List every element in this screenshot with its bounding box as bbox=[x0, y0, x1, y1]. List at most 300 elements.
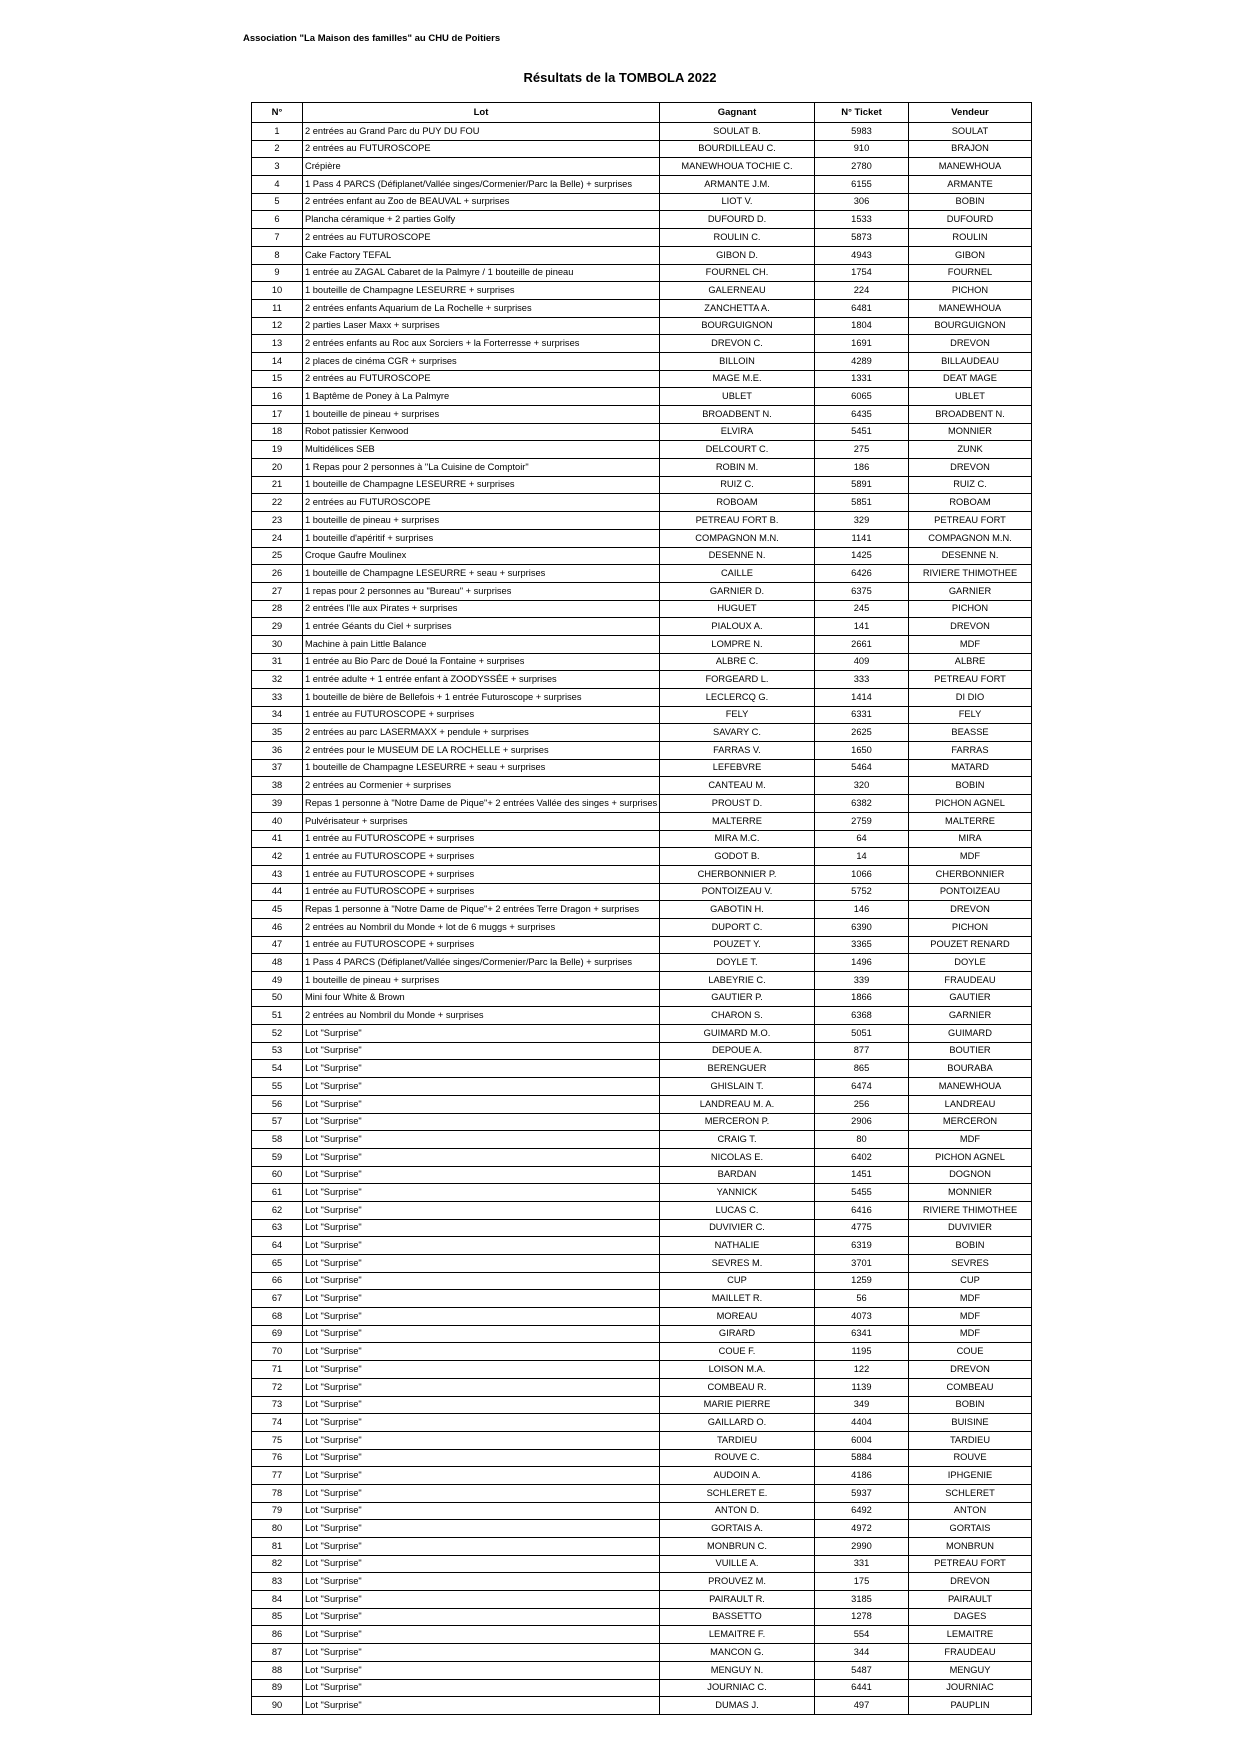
cell-vendeur: RIVIERE THIMOTHEE bbox=[909, 565, 1032, 583]
cell-gagnant: FELY bbox=[660, 706, 815, 724]
cell-lot: 1 bouteille de Champagne LESEURRE + seau + surprises bbox=[303, 565, 660, 583]
cell-lot: Lot "Surprise" bbox=[303, 1449, 660, 1467]
cell-ticket: 1141 bbox=[815, 529, 909, 547]
cell-lot: Plancha céramique + 2 parties Golfy bbox=[303, 211, 660, 229]
cell-gagnant: ARMANTE J.M. bbox=[660, 176, 815, 194]
cell-vendeur: DREVON bbox=[909, 901, 1032, 919]
cell-gagnant: LEFEBVRE bbox=[660, 759, 815, 777]
cell-gagnant: NICOLAS E. bbox=[660, 1148, 815, 1166]
table-row bbox=[252, 529, 1032, 547]
cell-number: 53 bbox=[252, 1042, 303, 1060]
table-row bbox=[252, 1237, 1032, 1255]
cell-number: 65 bbox=[252, 1255, 303, 1273]
cell-gagnant: PROUST D. bbox=[660, 795, 815, 813]
cell-lot: Lot "Surprise" bbox=[303, 1661, 660, 1679]
cell-gagnant: MAGE M.E. bbox=[660, 370, 815, 388]
cell-gagnant: MANEWHOUA TOCHIE C. bbox=[660, 158, 815, 176]
cell-ticket: 6390 bbox=[815, 918, 909, 936]
cell-ticket: 1804 bbox=[815, 317, 909, 335]
cell-lot: Mini four White & Brown bbox=[303, 989, 660, 1007]
table-row bbox=[252, 724, 1032, 742]
cell-lot: Lot "Surprise" bbox=[303, 1325, 660, 1343]
cell-lot: Lot "Surprise" bbox=[303, 1697, 660, 1715]
cell-number: 33 bbox=[252, 689, 303, 707]
cell-vendeur: DREVON bbox=[909, 459, 1032, 477]
cell-vendeur: PICHON bbox=[909, 918, 1032, 936]
cell-gagnant: CUP bbox=[660, 1272, 815, 1290]
cell-number: 37 bbox=[252, 759, 303, 777]
cell-ticket: 1650 bbox=[815, 742, 909, 760]
cell-vendeur: POUZET RENARD bbox=[909, 936, 1032, 954]
cell-vendeur: BOURABA bbox=[909, 1060, 1032, 1078]
cell-gagnant: MERCERON P. bbox=[660, 1113, 815, 1131]
cell-ticket: 4289 bbox=[815, 352, 909, 370]
cell-lot: Lot "Surprise" bbox=[303, 1626, 660, 1644]
cell-ticket: 331 bbox=[815, 1555, 909, 1573]
cell-ticket: 6004 bbox=[815, 1431, 909, 1449]
cell-lot: Lot "Surprise" bbox=[303, 1219, 660, 1237]
table-row bbox=[252, 441, 1032, 459]
cell-number: 56 bbox=[252, 1095, 303, 1113]
cell-ticket: 1866 bbox=[815, 989, 909, 1007]
cell-gagnant: GHISLAIN T. bbox=[660, 1078, 815, 1096]
cell-lot: 2 entrées au FUTUROSCOPE bbox=[303, 140, 660, 158]
cell-number: 71 bbox=[252, 1361, 303, 1379]
cell-number: 82 bbox=[252, 1555, 303, 1573]
cell-ticket: 409 bbox=[815, 653, 909, 671]
cell-ticket: 1066 bbox=[815, 865, 909, 883]
cell-lot: 2 entrées enfant au Zoo de BEAUVAL + surprises bbox=[303, 193, 660, 211]
table-row bbox=[252, 352, 1032, 370]
table-row bbox=[252, 211, 1032, 229]
cell-ticket: 2625 bbox=[815, 724, 909, 742]
cell-gagnant: BILLOIN bbox=[660, 352, 815, 370]
cell-vendeur: ZUNK bbox=[909, 441, 1032, 459]
cell-gagnant: SCHLERET E. bbox=[660, 1484, 815, 1502]
cell-number: 3 bbox=[252, 158, 303, 176]
cell-ticket: 6481 bbox=[815, 299, 909, 317]
cell-number: 24 bbox=[252, 529, 303, 547]
cell-gagnant: MIRA M.C. bbox=[660, 830, 815, 848]
cell-vendeur: FRAUDEAU bbox=[909, 1644, 1032, 1662]
cell-vendeur: BOUTIER bbox=[909, 1042, 1032, 1060]
cell-number: 63 bbox=[252, 1219, 303, 1237]
cell-ticket: 6368 bbox=[815, 1007, 909, 1025]
cell-number: 73 bbox=[252, 1396, 303, 1414]
cell-ticket: 1425 bbox=[815, 547, 909, 565]
table-row bbox=[252, 158, 1032, 176]
cell-lot: 2 entrées au FUTUROSCOPE bbox=[303, 494, 660, 512]
table-row bbox=[252, 246, 1032, 264]
cell-gagnant: COMBEAU R. bbox=[660, 1378, 815, 1396]
cell-gagnant: TARDIEU bbox=[660, 1431, 815, 1449]
cell-vendeur: RIVIERE THIMOTHEE bbox=[909, 1201, 1032, 1219]
cell-ticket: 6382 bbox=[815, 795, 909, 813]
cell-vendeur: MONNIER bbox=[909, 1184, 1032, 1202]
cell-lot: Lot "Surprise" bbox=[303, 1308, 660, 1326]
cell-vendeur: BILLAUDEAU bbox=[909, 352, 1032, 370]
cell-ticket: 6331 bbox=[815, 706, 909, 724]
table-row bbox=[252, 282, 1032, 300]
table-row bbox=[252, 954, 1032, 972]
cell-number: 76 bbox=[252, 1449, 303, 1467]
cell-vendeur: DREVON bbox=[909, 618, 1032, 636]
cell-gagnant: BOURGUIGNON bbox=[660, 317, 815, 335]
cell-gagnant: CHARON S. bbox=[660, 1007, 815, 1025]
cell-gagnant: LUCAS C. bbox=[660, 1201, 815, 1219]
table-row bbox=[252, 1255, 1032, 1273]
cell-vendeur: RUIZ C. bbox=[909, 476, 1032, 494]
cell-vendeur: MALTERRE bbox=[909, 812, 1032, 830]
cell-vendeur: BUISINE bbox=[909, 1414, 1032, 1432]
table-row bbox=[252, 653, 1032, 671]
cell-vendeur: SEVRES bbox=[909, 1255, 1032, 1273]
cell-vendeur: FRAUDEAU bbox=[909, 972, 1032, 990]
cell-ticket: 2990 bbox=[815, 1538, 909, 1556]
cell-lot: 1 entrée au FUTUROSCOPE + surprises bbox=[303, 706, 660, 724]
cell-number: 18 bbox=[252, 423, 303, 441]
cell-gagnant: SOULAT B. bbox=[660, 123, 815, 141]
cell-vendeur: PAIRAULT bbox=[909, 1591, 1032, 1609]
cell-number: 68 bbox=[252, 1308, 303, 1326]
cell-lot: 2 entrées enfants au Roc aux Sorciers + la Forterresse + surprises bbox=[303, 335, 660, 353]
results-table bbox=[251, 102, 1032, 1715]
cell-vendeur: MDF bbox=[909, 1290, 1032, 1308]
cell-lot: Cake Factory TEFAL bbox=[303, 246, 660, 264]
cell-gagnant: PONTOIZEAU V. bbox=[660, 883, 815, 901]
cell-lot: Lot "Surprise" bbox=[303, 1396, 660, 1414]
cell-lot: 1 entrée au Bio Parc de Doué la Fontaine + surprises bbox=[303, 653, 660, 671]
table-row bbox=[252, 777, 1032, 795]
cell-lot: Lot "Surprise" bbox=[303, 1290, 660, 1308]
table-row bbox=[252, 759, 1032, 777]
table-row bbox=[252, 600, 1032, 618]
table-row bbox=[252, 582, 1032, 600]
cell-vendeur: ROUVE bbox=[909, 1449, 1032, 1467]
cell-lot: Croque Gaufre Moulinex bbox=[303, 547, 660, 565]
table-row bbox=[252, 1467, 1032, 1485]
table-row bbox=[252, 1644, 1032, 1662]
cell-vendeur: GARNIER bbox=[909, 1007, 1032, 1025]
cell-gagnant: DUMAS J. bbox=[660, 1697, 815, 1715]
cell-ticket: 339 bbox=[815, 972, 909, 990]
cell-ticket: 14 bbox=[815, 848, 909, 866]
table-row bbox=[252, 1396, 1032, 1414]
cell-lot: Lot "Surprise" bbox=[303, 1361, 660, 1379]
cell-lot: 1 entrée adulte + 1 entrée enfant à ZOODYSSÉE + surprises bbox=[303, 671, 660, 689]
cell-lot: 2 entrées pour le MUSEUM DE LA ROCHELLE + surprises bbox=[303, 742, 660, 760]
cell-number: 78 bbox=[252, 1484, 303, 1502]
cell-ticket: 865 bbox=[815, 1060, 909, 1078]
cell-vendeur: PONTOIZEAU bbox=[909, 883, 1032, 901]
cell-ticket: 80 bbox=[815, 1131, 909, 1149]
cell-ticket: 64 bbox=[815, 830, 909, 848]
table-row bbox=[252, 1573, 1032, 1591]
cell-number: 17 bbox=[252, 406, 303, 424]
cell-lot: 2 entrées l'Ile aux Pirates + surprises bbox=[303, 600, 660, 618]
cell-gagnant: MAILLET R. bbox=[660, 1290, 815, 1308]
cell-gagnant: MENGUY N. bbox=[660, 1661, 815, 1679]
cell-gagnant: LEMAITRE F. bbox=[660, 1626, 815, 1644]
cell-vendeur: LEMAITRE bbox=[909, 1626, 1032, 1644]
table-row bbox=[252, 1184, 1032, 1202]
cell-gagnant: GARNIER D. bbox=[660, 582, 815, 600]
table-row bbox=[252, 1555, 1032, 1573]
cell-gagnant: DUPORT C. bbox=[660, 918, 815, 936]
table-row bbox=[252, 1042, 1032, 1060]
cell-ticket: 6474 bbox=[815, 1078, 909, 1096]
cell-vendeur: PICHON AGNEL bbox=[909, 795, 1032, 813]
cell-gagnant: ROULIN C. bbox=[660, 229, 815, 247]
column-header-gagnant: Gagnant bbox=[660, 103, 815, 123]
cell-number: 22 bbox=[252, 494, 303, 512]
cell-lot: Lot "Surprise" bbox=[303, 1025, 660, 1043]
table-row bbox=[252, 264, 1032, 282]
cell-gagnant: ROBIN M. bbox=[660, 459, 815, 477]
cell-lot: Lot "Surprise" bbox=[303, 1042, 660, 1060]
cell-ticket: 1139 bbox=[815, 1378, 909, 1396]
cell-vendeur: BOBIN bbox=[909, 193, 1032, 211]
table-row bbox=[252, 1148, 1032, 1166]
cell-gagnant: MALTERRE bbox=[660, 812, 815, 830]
cell-gagnant: BARDAN bbox=[660, 1166, 815, 1184]
table-row bbox=[252, 1325, 1032, 1343]
cell-lot: Multidélices SEB bbox=[303, 441, 660, 459]
cell-lot: 2 entrées au Cormenier + surprises bbox=[303, 777, 660, 795]
cell-vendeur: GUIMARD bbox=[909, 1025, 1032, 1043]
cell-gagnant: JOURNIAC C. bbox=[660, 1679, 815, 1697]
cell-vendeur: DREVON bbox=[909, 1573, 1032, 1591]
cell-vendeur: BOBIN bbox=[909, 1237, 1032, 1255]
cell-lot: 1 bouteille de Champagne LESEURRE + seau + surprises bbox=[303, 759, 660, 777]
cell-vendeur: IPHGENIE bbox=[909, 1467, 1032, 1485]
cell-lot: 2 entrées au Nombril du Monde + surprises bbox=[303, 1007, 660, 1025]
table-row bbox=[252, 140, 1032, 158]
cell-ticket: 1259 bbox=[815, 1272, 909, 1290]
cell-gagnant: DUVIVIER C. bbox=[660, 1219, 815, 1237]
cell-ticket: 141 bbox=[815, 618, 909, 636]
cell-gagnant: GAILLARD O. bbox=[660, 1414, 815, 1432]
cell-vendeur: ANTON bbox=[909, 1502, 1032, 1520]
cell-gagnant: AUDOIN A. bbox=[660, 1467, 815, 1485]
cell-number: 62 bbox=[252, 1201, 303, 1219]
cell-lot: Lot "Surprise" bbox=[303, 1184, 660, 1202]
cell-ticket: 1195 bbox=[815, 1343, 909, 1361]
cell-lot: 2 entrées au parc LASERMAXX + pendule + surprises bbox=[303, 724, 660, 742]
cell-ticket: 186 bbox=[815, 459, 909, 477]
table-row bbox=[252, 635, 1032, 653]
cell-vendeur: DEAT MAGE bbox=[909, 370, 1032, 388]
cell-gagnant: MONBRUN C. bbox=[660, 1538, 815, 1556]
cell-vendeur: ROULIN bbox=[909, 229, 1032, 247]
cell-lot: Lot "Surprise" bbox=[303, 1608, 660, 1626]
cell-gagnant: MANCON G. bbox=[660, 1644, 815, 1662]
cell-number: 29 bbox=[252, 618, 303, 636]
cell-gagnant: PETREAU FORT B. bbox=[660, 512, 815, 530]
table-row bbox=[252, 1502, 1032, 1520]
cell-ticket: 306 bbox=[815, 193, 909, 211]
table-row bbox=[252, 406, 1032, 424]
cell-number: 87 bbox=[252, 1644, 303, 1662]
cell-number: 30 bbox=[252, 635, 303, 653]
cell-number: 9 bbox=[252, 264, 303, 282]
table-row bbox=[252, 1166, 1032, 1184]
cell-vendeur: ROBOAM bbox=[909, 494, 1032, 512]
cell-lot: 2 entrées enfants Aquarium de La Rochelle + surprises bbox=[303, 299, 660, 317]
header-row bbox=[252, 103, 1032, 123]
cell-ticket: 2780 bbox=[815, 158, 909, 176]
cell-gagnant: ALBRE C. bbox=[660, 653, 815, 671]
cell-ticket: 5884 bbox=[815, 1449, 909, 1467]
cell-lot: 2 entrées au FUTUROSCOPE bbox=[303, 229, 660, 247]
cell-gagnant: CAILLE bbox=[660, 565, 815, 583]
cell-ticket: 1691 bbox=[815, 335, 909, 353]
cell-number: 39 bbox=[252, 795, 303, 813]
page-title: Résultats de la TOMBOLA 2022 bbox=[523, 70, 717, 85]
cell-lot: Lot "Surprise" bbox=[303, 1467, 660, 1485]
cell-ticket: 5451 bbox=[815, 423, 909, 441]
cell-lot: 1 bouteille de bière de Bellefois + 1 entrée Futuroscope + surprises bbox=[303, 689, 660, 707]
cell-ticket: 6441 bbox=[815, 1679, 909, 1697]
cell-vendeur: FARRAS bbox=[909, 742, 1032, 760]
cell-number: 42 bbox=[252, 848, 303, 866]
cell-number: 55 bbox=[252, 1078, 303, 1096]
cell-number: 83 bbox=[252, 1573, 303, 1591]
cell-vendeur: PICHON bbox=[909, 600, 1032, 618]
cell-ticket: 5851 bbox=[815, 494, 909, 512]
cell-gagnant: MOREAU bbox=[660, 1308, 815, 1326]
cell-number: 34 bbox=[252, 706, 303, 724]
cell-number: 75 bbox=[252, 1431, 303, 1449]
cell-ticket: 6426 bbox=[815, 565, 909, 583]
cell-lot: Crépière bbox=[303, 158, 660, 176]
table-row bbox=[252, 1361, 1032, 1379]
table-row bbox=[252, 1608, 1032, 1626]
cell-number: 32 bbox=[252, 671, 303, 689]
cell-ticket: 4775 bbox=[815, 1219, 909, 1237]
table-row bbox=[252, 989, 1032, 1007]
cell-lot: 1 bouteille de pineau + surprises bbox=[303, 972, 660, 990]
cell-ticket: 1331 bbox=[815, 370, 909, 388]
cell-vendeur: MIRA bbox=[909, 830, 1032, 848]
cell-vendeur: BRAJON bbox=[909, 140, 1032, 158]
table-row bbox=[252, 972, 1032, 990]
cell-ticket: 6416 bbox=[815, 1201, 909, 1219]
cell-lot: Lot "Surprise" bbox=[303, 1538, 660, 1556]
cell-lot: Robot patissier Kenwood bbox=[303, 423, 660, 441]
cell-number: 74 bbox=[252, 1414, 303, 1432]
cell-lot: 2 parties Laser Maxx + surprises bbox=[303, 317, 660, 335]
cell-vendeur: SOULAT bbox=[909, 123, 1032, 141]
cell-vendeur: PETREAU FORT bbox=[909, 1555, 1032, 1573]
organization-name: Association "La Maison des familles" au CHU de Poitiers bbox=[243, 33, 501, 44]
table-row bbox=[252, 1538, 1032, 1556]
cell-gagnant: FORGEARD L. bbox=[660, 671, 815, 689]
cell-gagnant: ROUVE C. bbox=[660, 1449, 815, 1467]
cell-number: 58 bbox=[252, 1131, 303, 1149]
cell-number: 41 bbox=[252, 830, 303, 848]
table-row bbox=[252, 176, 1032, 194]
cell-number: 11 bbox=[252, 299, 303, 317]
cell-vendeur: BOURGUIGNON bbox=[909, 317, 1032, 335]
cell-number: 77 bbox=[252, 1467, 303, 1485]
cell-lot: 1 entrée Géants du Ciel + surprises bbox=[303, 618, 660, 636]
cell-ticket: 1414 bbox=[815, 689, 909, 707]
column-header-number: N° bbox=[252, 103, 303, 123]
cell-gagnant: GIRARD bbox=[660, 1325, 815, 1343]
cell-number: 36 bbox=[252, 742, 303, 760]
table-row bbox=[252, 848, 1032, 866]
table-body bbox=[252, 123, 1032, 1715]
cell-ticket: 122 bbox=[815, 1361, 909, 1379]
cell-number: 13 bbox=[252, 335, 303, 353]
cell-ticket: 2759 bbox=[815, 812, 909, 830]
cell-ticket: 1754 bbox=[815, 264, 909, 282]
cell-vendeur: MONNIER bbox=[909, 423, 1032, 441]
cell-number: 40 bbox=[252, 812, 303, 830]
cell-lot: Lot "Surprise" bbox=[303, 1431, 660, 1449]
cell-ticket: 6065 bbox=[815, 388, 909, 406]
cell-vendeur: MERCERON bbox=[909, 1113, 1032, 1131]
cell-number: 15 bbox=[252, 370, 303, 388]
cell-gagnant: YANNICK bbox=[660, 1184, 815, 1202]
cell-vendeur: BOBIN bbox=[909, 1396, 1032, 1414]
cell-vendeur: MENGUY bbox=[909, 1661, 1032, 1679]
cell-vendeur: COMPAGNON M.N. bbox=[909, 529, 1032, 547]
cell-number: 80 bbox=[252, 1520, 303, 1538]
cell-number: 69 bbox=[252, 1325, 303, 1343]
cell-ticket: 56 bbox=[815, 1290, 909, 1308]
cell-lot: Lot "Surprise" bbox=[303, 1113, 660, 1131]
cell-gagnant: DOYLE T. bbox=[660, 954, 815, 972]
table-row bbox=[252, 812, 1032, 830]
table-row bbox=[252, 512, 1032, 530]
cell-gagnant: GUIMARD M.O. bbox=[660, 1025, 815, 1043]
cell-number: 90 bbox=[252, 1697, 303, 1715]
table-row bbox=[252, 1113, 1032, 1131]
table-row bbox=[252, 1661, 1032, 1679]
table-row bbox=[252, 1679, 1032, 1697]
cell-lot: Lot "Surprise" bbox=[303, 1414, 660, 1432]
cell-gagnant: COUE F. bbox=[660, 1343, 815, 1361]
table-row bbox=[252, 1060, 1032, 1078]
cell-gagnant: ZANCHETTA A. bbox=[660, 299, 815, 317]
cell-ticket: 245 bbox=[815, 600, 909, 618]
column-header-lot: Lot bbox=[303, 103, 660, 123]
table-row bbox=[252, 1520, 1032, 1538]
cell-lot: Lot "Surprise" bbox=[303, 1078, 660, 1096]
column-header-vendeur: Vendeur bbox=[909, 103, 1032, 123]
cell-gagnant: BASSETTO bbox=[660, 1608, 815, 1626]
cell-ticket: 877 bbox=[815, 1042, 909, 1060]
cell-vendeur: CUP bbox=[909, 1272, 1032, 1290]
table-row bbox=[252, 901, 1032, 919]
cell-gagnant: GIBON D. bbox=[660, 246, 815, 264]
cell-vendeur: FOURNEL bbox=[909, 264, 1032, 282]
cell-vendeur: UBLET bbox=[909, 388, 1032, 406]
cell-lot: Lot "Surprise" bbox=[303, 1644, 660, 1662]
table-row bbox=[252, 1591, 1032, 1609]
cell-lot: 1 entrée au FUTUROSCOPE + surprises bbox=[303, 830, 660, 848]
table-row bbox=[252, 388, 1032, 406]
cell-vendeur: LANDREAU bbox=[909, 1095, 1032, 1113]
cell-lot: 2 entrées au Nombril du Monde + lot de 6 muggs + surprises bbox=[303, 918, 660, 936]
cell-lot: Lot "Surprise" bbox=[303, 1237, 660, 1255]
cell-vendeur: COMBEAU bbox=[909, 1378, 1032, 1396]
cell-number: 2 bbox=[252, 140, 303, 158]
cell-number: 88 bbox=[252, 1661, 303, 1679]
cell-ticket: 333 bbox=[815, 671, 909, 689]
